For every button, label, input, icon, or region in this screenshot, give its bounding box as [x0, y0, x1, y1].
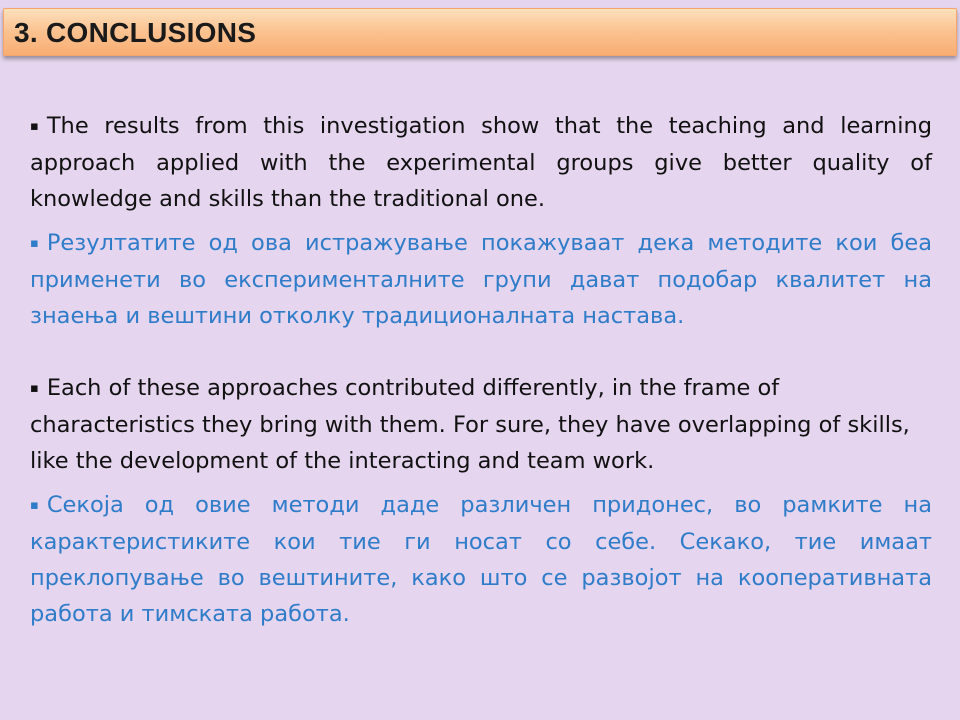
paragraph-text: Each of these approaches contributed differently, in the frame of characteristics they bring with them. For sure, they have overlapping of skills, like the development of the interacting and team work.: [30, 375, 910, 474]
bullet-paragraph-mk-2: [30, 487, 932, 632]
bullet-icon: ▪: [30, 119, 39, 134]
paragraph-text: The results from this investigation show that the teaching and learning approach applied with the experimental groups give better quality of knowledge and skills than the traditional one.: [30, 113, 932, 212]
slide-title: 3. CONCLUSIONS: [14, 17, 257, 48]
title-bar: [3, 8, 957, 56]
bullet-icon: ▪: [30, 236, 39, 251]
bullet-paragraph-mk-1: [30, 225, 932, 334]
bullet-paragraph-en-2: [30, 370, 932, 479]
bullet-paragraph-en-1: [30, 108, 932, 217]
paragraph-text: Секоја од овие методи даде различен придонес, во рамките на карактеристиките кои тие ги носат со себе. Секако, тие имаат преклопување во вештините, како што се развојот на кооперативната работа и тимската работа.: [30, 492, 932, 627]
bullet-icon: ▪: [30, 381, 39, 396]
bullet-icon: ▪: [30, 498, 39, 513]
paragraph-text: Резултатите од ова истражување покажуваат дека методите кои беа применети во експерименталните групи дават подобар квалитет на знаења и вештини отколку традиционалната настава.: [30, 230, 932, 329]
slide-body: [30, 108, 932, 632]
